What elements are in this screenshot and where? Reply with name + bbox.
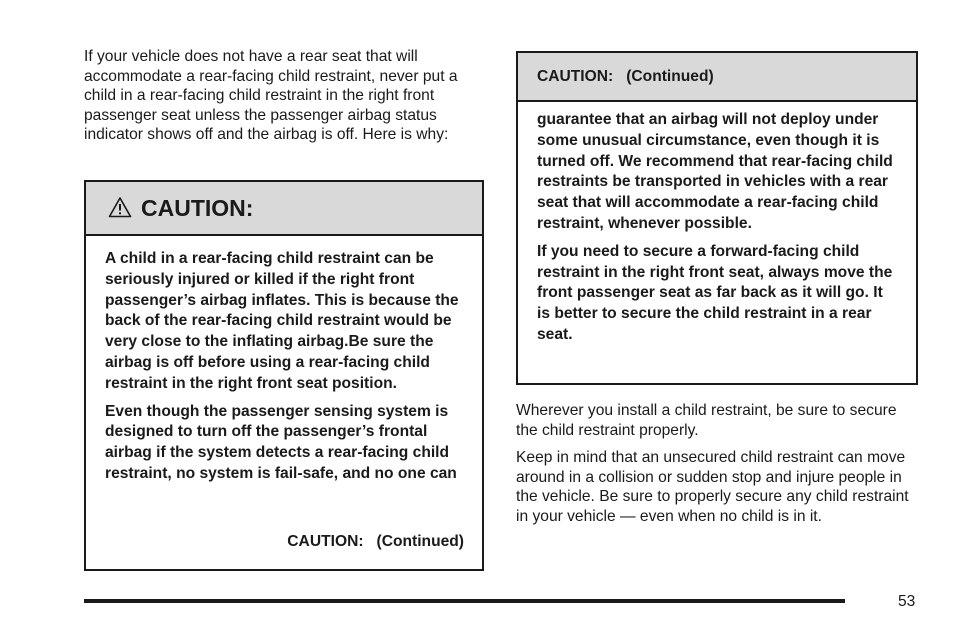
- caution-continued-paragraph: guarantee that an airbag will not deploy under some unusual circumstance, even though it is turned off. We recommend that rear-facing child restraints be transported in vehicles with a rear seat that will accommodate a rear-facing child restraint, whenever possible.: [537, 111, 893, 232]
- body-paragraph: Keep in mind that an unsecured child restraint can move around in a collision or sudden stop and injure people in the vehicle. Be sure to properly secure any child restraint in your vehicle — even when no child is in it.: [516, 449, 909, 525]
- caution-paragraph: A child in a rear-facing child restraint can be seriously injured or killed if the right front passenger’s airbag inflates. This is because the back of the rear-facing child restraint would be very close to the inflating airbag.Be sure the airbag is off before using a rear-facing child restraint in the right front seat position.: [105, 250, 459, 392]
- right-column-text: [516, 401, 916, 535]
- caution-continued-body: [518, 102, 916, 346]
- caution-continued-header: CAUTION: (Continued): [518, 53, 916, 102]
- caution-body: [86, 236, 482, 485]
- page-number: 53: [898, 593, 916, 610]
- body-paragraph: Wherever you install a child restraint, be sure to secure the child restraint properly.: [516, 402, 897, 439]
- caution-continued-box: [516, 51, 918, 385]
- footer-rule: [84, 599, 845, 603]
- intro-paragraph: If your vehicle does not have a rear seat that will accommodate a rear-facing child restraint, never put a child in a rear-facing child restraint in the right front passenger seat unless the passenger airbag status indicator shows off and the airbag is off. Here is why:: [84, 48, 458, 144]
- caution-continued-label: CAUTION: (Continued): [287, 533, 464, 550]
- caution-continued-paragraph: If you need to secure a forward-facing child restraint in the right front seat, always move the front passenger seat as far back as it will go. It is better to secure the child restraint in a rear seat.: [537, 242, 893, 343]
- caution-paragraph: Even though the passenger sensing system is designed to turn off the passenger’s frontal airbag if the system detects a rear-facing child restraint, no system is fail-safe, and no one can: [105, 402, 457, 482]
- caution-box: [84, 180, 484, 571]
- caution-header: [86, 182, 482, 236]
- warning-triangle-icon: [108, 196, 132, 218]
- caution-title: CAUTION:: [141, 194, 254, 221]
